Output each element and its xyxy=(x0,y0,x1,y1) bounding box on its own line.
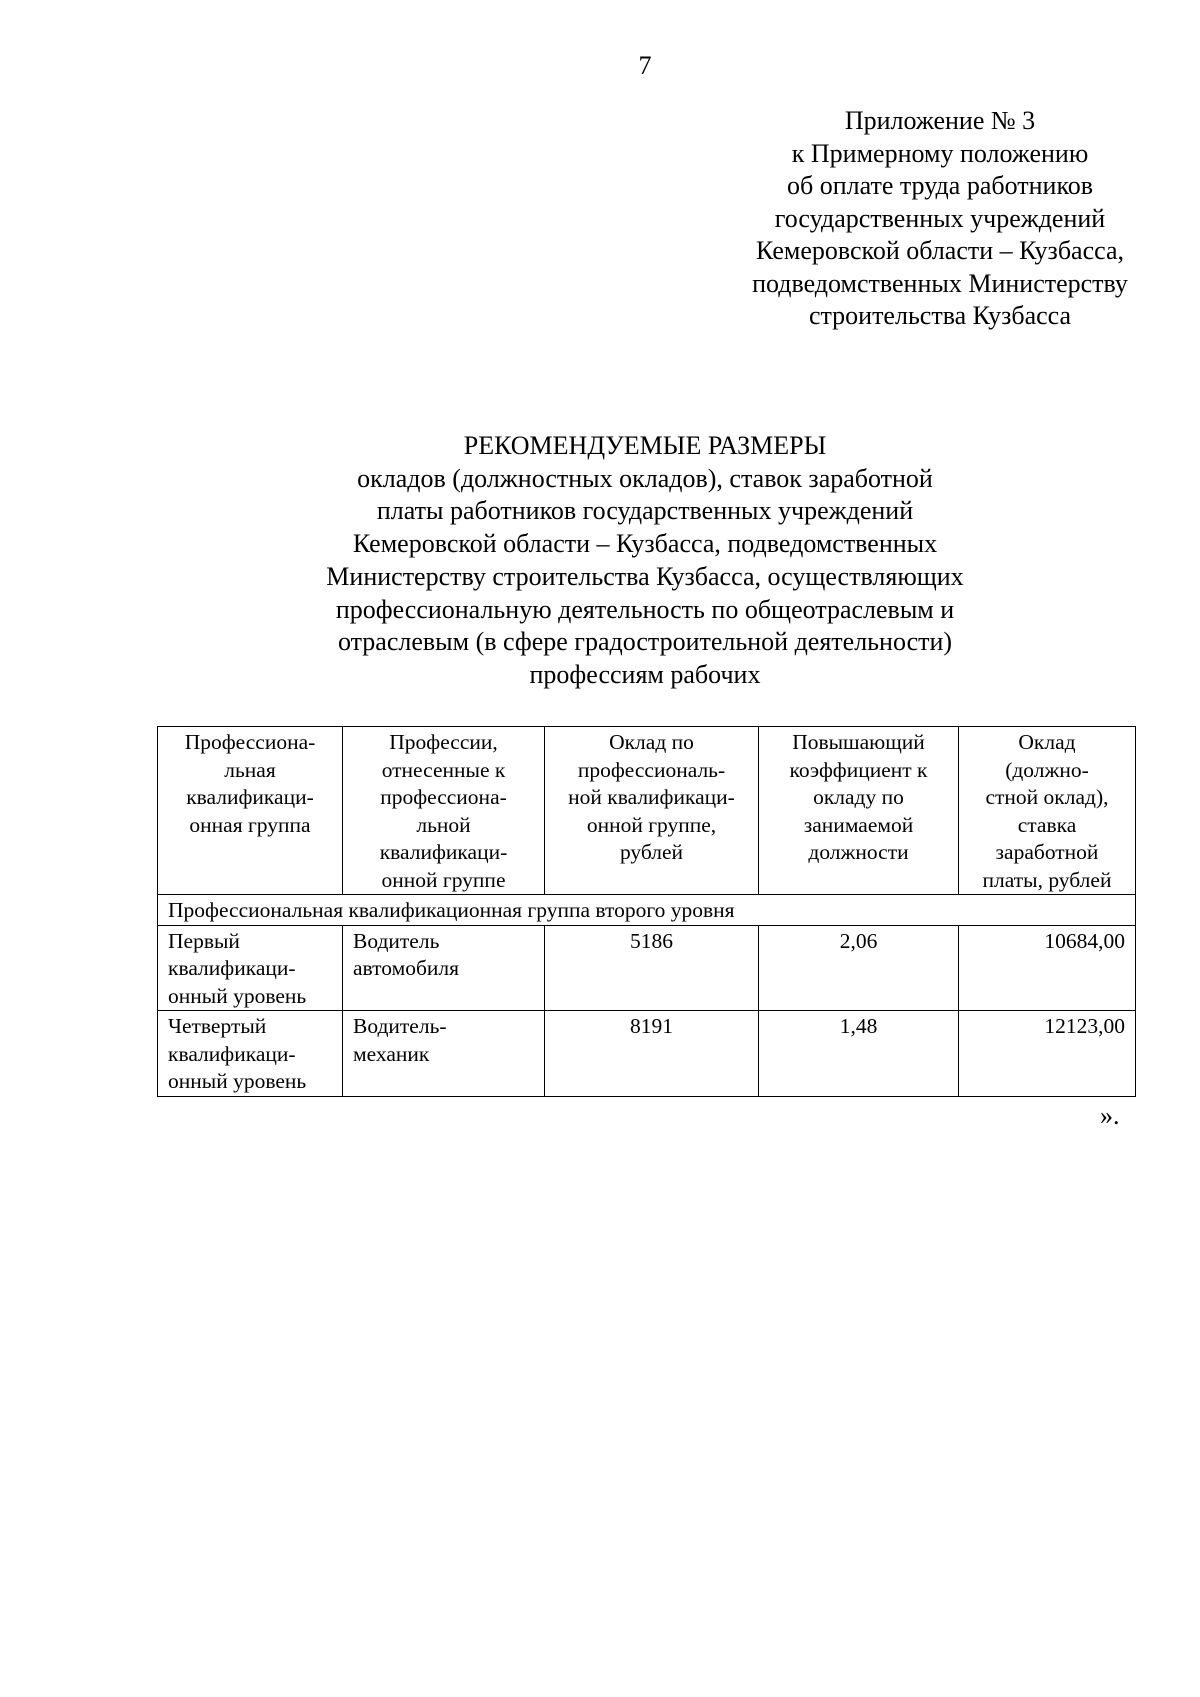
appendix-line: Приложение № 3 xyxy=(844,106,1036,135)
group-title-row xyxy=(158,895,1136,926)
title-line: окладов (должностных окладов), ставок заработной xyxy=(357,463,933,493)
appendix-line: строительства Кузбасса xyxy=(808,301,1072,330)
appendix-line: Кемеровской области – Кузбасса, xyxy=(755,236,1125,265)
header-group-salary: Оклад по профессиональ- ной квалификаци- онной группе, рублей xyxy=(545,727,759,895)
appendix-line: к Примерному положению xyxy=(791,138,1089,168)
closing-quote: ». xyxy=(1100,1101,1120,1130)
qualification-level: Первый квалификаци- онный уровень xyxy=(158,925,343,1011)
appendix-line: государственных учреждений xyxy=(774,203,1106,233)
header-professions: Профессии, отнесенные к профессиона- льной квалификаци- онной группе xyxy=(343,727,545,895)
group-salary: 5186 xyxy=(545,925,759,1011)
profession: Водитель- механик xyxy=(343,1011,545,1097)
title-line: РЕКОМЕНДУЕМЫЕ РАЗМЕРЫ xyxy=(463,431,827,460)
appendix-line: подведомственных Министерству xyxy=(752,268,1128,298)
header-qualification-group: Профессиона- льная квалификаци- онная группа xyxy=(158,727,343,895)
header-final-salary: Оклад (должно- стной оклад), ставка заработной платы, рублей xyxy=(959,727,1136,895)
appendix-header xyxy=(700,105,1180,333)
title-line: профессиональную деятельность по общеотраслевым и xyxy=(335,594,955,624)
table-header-row xyxy=(158,727,1136,895)
profession: Водитель автомобиля xyxy=(343,925,545,1011)
document-title xyxy=(200,430,1090,692)
appendix-line: об оплате труда работников xyxy=(786,171,1094,200)
group-title: Профессиональная квалификационная группа второго уровня xyxy=(158,895,1136,926)
title-line: Кемеровской области – Кузбасса, подведомственных xyxy=(352,529,938,559)
table-row xyxy=(158,1011,1136,1097)
title-line: платы работников государственных учреждений xyxy=(376,496,914,526)
final-salary: 12123,00 xyxy=(959,1011,1136,1097)
qualification-level: Четвертый квалификаци- онный уровень xyxy=(158,1011,343,1097)
title-line: профессиям рабочих xyxy=(529,659,761,689)
coefficient: 1,48 xyxy=(759,1011,959,1097)
title-line: Министерству строительства Кузбасса, осуществляющих xyxy=(326,561,964,591)
coefficient: 2,06 xyxy=(759,925,959,1011)
table-row xyxy=(158,925,1136,1011)
group-salary: 8191 xyxy=(545,1011,759,1097)
header-coefficient: Повышающий коэффициент к окладу по занимаемой должности xyxy=(759,727,959,895)
title-line: отраслевым (в сфере градостроительной деятельности) xyxy=(337,627,953,657)
final-salary: 10684,00 xyxy=(959,925,1136,1011)
page-number: 7 xyxy=(638,51,652,80)
salary-table xyxy=(157,726,1136,1097)
